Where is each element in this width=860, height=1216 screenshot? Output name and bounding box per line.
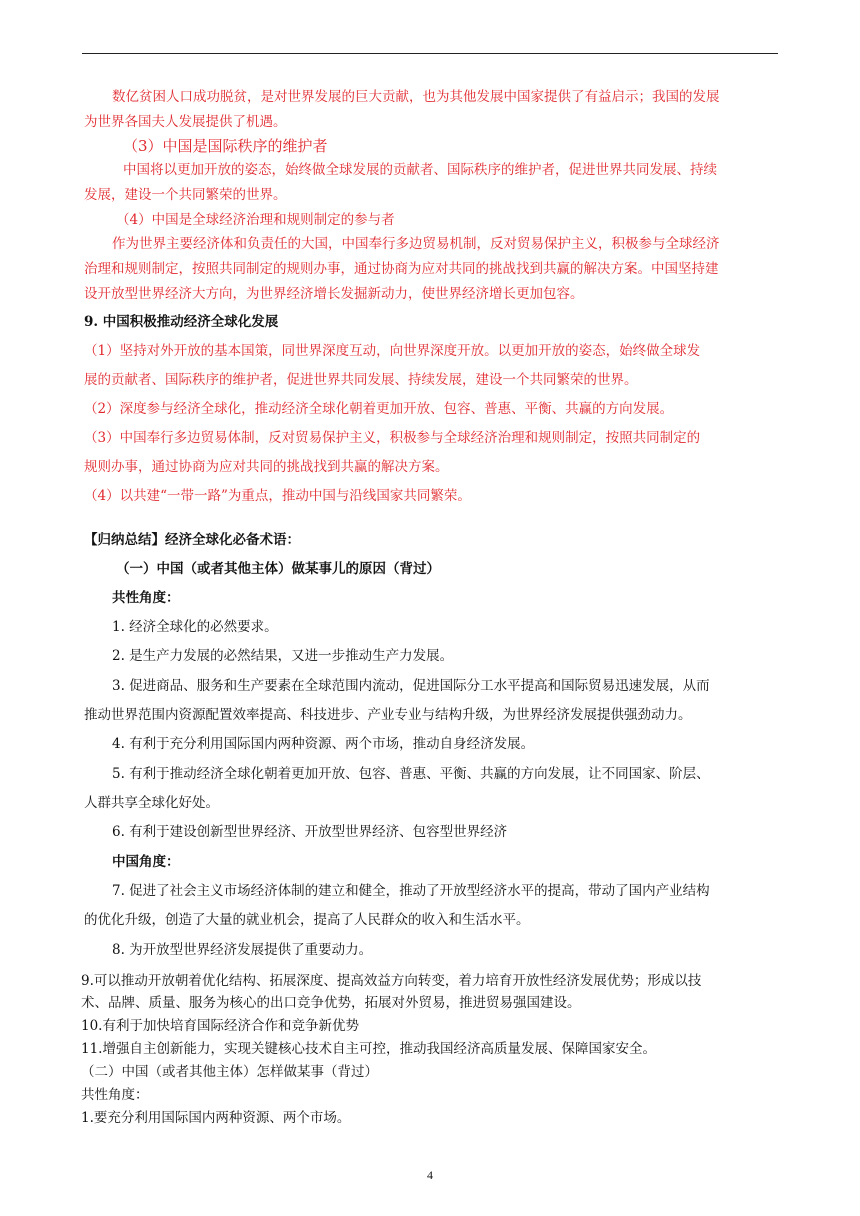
paragraph-line: 中国将以更加开放的姿态，始终做全球发展的贡献者、国际秩序的维护者，促进世界共同发展、持续	[123, 162, 717, 178]
paragraph-line: 作为世界主要经济体和负责任的大国，中国奉行多边贸易机制，反对贸易保护主义，积极参与全球经济	[112, 236, 720, 252]
reason-item: 7. 促进了社会主义市场经济体制的建立和健全，推动了开放型经济水平的提高，带动了国内产业结构	[112, 883, 710, 899]
summary-subheading: （二）中国（或者其他主体）怎样做某事（背过）	[81, 1064, 378, 1080]
subheading: （4）中国是全球经济治理和规则制定的参与者	[116, 212, 395, 228]
paragraph-line: 数亿贫困人口成功脱贫，是对世界发展的巨大贡献，也为其他发展中国家提供了有益启示；我国的发展	[112, 89, 720, 105]
category-label: 共性角度：	[112, 590, 180, 606]
paragraph-line: 发展，建设一个共同繁荣的世界。	[84, 187, 287, 203]
reason-item: 的优化升级，创造了大量的就业机会，提高了人民群众的收入和生活水平。	[84, 912, 530, 928]
paragraph-line: 设开放型世界经济大方向，为世界经济增长发掘新动力，使世界经济增长更加包容。	[84, 286, 584, 302]
header-rule	[82, 53, 778, 54]
category-label: 中国角度：	[112, 854, 180, 870]
list-item: （2）深度参与经济全球化，推动经济全球化朝着更加开放、包容、普惠、平衡、共赢的方向发展。	[84, 401, 674, 417]
section-heading: 9. 中国积极推动经济全球化发展	[84, 314, 279, 330]
paragraph-line: 治理和规则制定，按照共同制定的规则办事，通过协商为应对共同的挑战找到共赢的解决方案。中国坚持建	[84, 261, 719, 277]
reason-item: 2. 是生产力发展的必然结果，又进一步推动生产力发展。	[112, 648, 454, 664]
summary-subheading: （一）中国（或者其他主体）做某事儿的原因（背过）	[116, 561, 440, 577]
reason-item: 11.增强自主创新能力，实现关键核心技术自主可控，推动我国经济高质量发展、保障国家安全。	[81, 1041, 656, 1057]
reason-item: 5. 有利于推动经济全球化朝着更加开放、包容、普惠、平衡、共赢的方向发展，让不同国家、阶层、	[112, 766, 710, 782]
reason-item: 人群共享全球化好处。	[84, 795, 219, 811]
subheading: （3）中国是国际秩序的维护者	[123, 137, 328, 155]
reason-item: 8. 为开放型世界经济发展提供了重要动力。	[112, 942, 373, 958]
paragraph-line: 为世界各国夫人发展提供了机遇。	[84, 114, 287, 130]
reason-item: 10.有利于加快培育国际经济合作和竞争新优势	[81, 1018, 359, 1034]
reason-item: 1. 经济全球化的必然要求。	[112, 619, 278, 635]
method-item: 1.要充分利用国际国内两种资源、两个市场。	[81, 1110, 351, 1126]
summary-heading: 【归纳总结】经济全球化必备术语：	[84, 532, 300, 548]
list-item: （3）中国奉行多边贸易体制，反对贸易保护主义，积极参与全球经济治理和规则制定，按照共同制定的	[84, 430, 701, 446]
reason-item: 4. 有利于充分利用国际国内两种资源、两个市场，推动自身经济发展。	[112, 736, 535, 752]
page-number: 4	[427, 1168, 433, 1182]
reason-item: 9.可以推动开放朝着优化结构、拓展深度、提高效益方向转变，着力培育开放性经济发展优势；形成以技	[81, 973, 702, 989]
category-label: 共性角度：	[81, 1087, 149, 1103]
reason-item: 术、品牌、质量、服务为核心的出口竞争优势，拓展对外贸易，推进贸易强国建设。	[81, 995, 581, 1011]
list-item: （1）坚持对外开放的基本国策，同世界深度互动，向世界深度开放。以更加开放的姿态，始终做全球发	[84, 343, 701, 359]
list-item: 展的贡献者、国际秩序的维护者，促进世界共同发展、持续发展，建设一个共同繁荣的世界。	[84, 372, 638, 388]
reason-item: 6. 有利于建设创新型世界经济、开放型世界经济、包容型世界经济	[112, 824, 508, 840]
list-item: （4）以共建“一带一路”为重点，推动中国与沿线国家共同繁荣。	[84, 488, 471, 504]
list-item: 规则办事，通过协商为应对共同的挑战找到共赢的解决方案。	[84, 459, 449, 475]
reason-item: 3. 促进商品、服务和生产要素在全球范围内流动，促进国际分工水平提高和国际贸易迅速发展，从而	[112, 678, 710, 694]
reason-item: 推动世界范围内资源配置效率提高、科技进步、产业专业与结构升级，为世界经济发展提供强劲动力。	[84, 707, 692, 723]
